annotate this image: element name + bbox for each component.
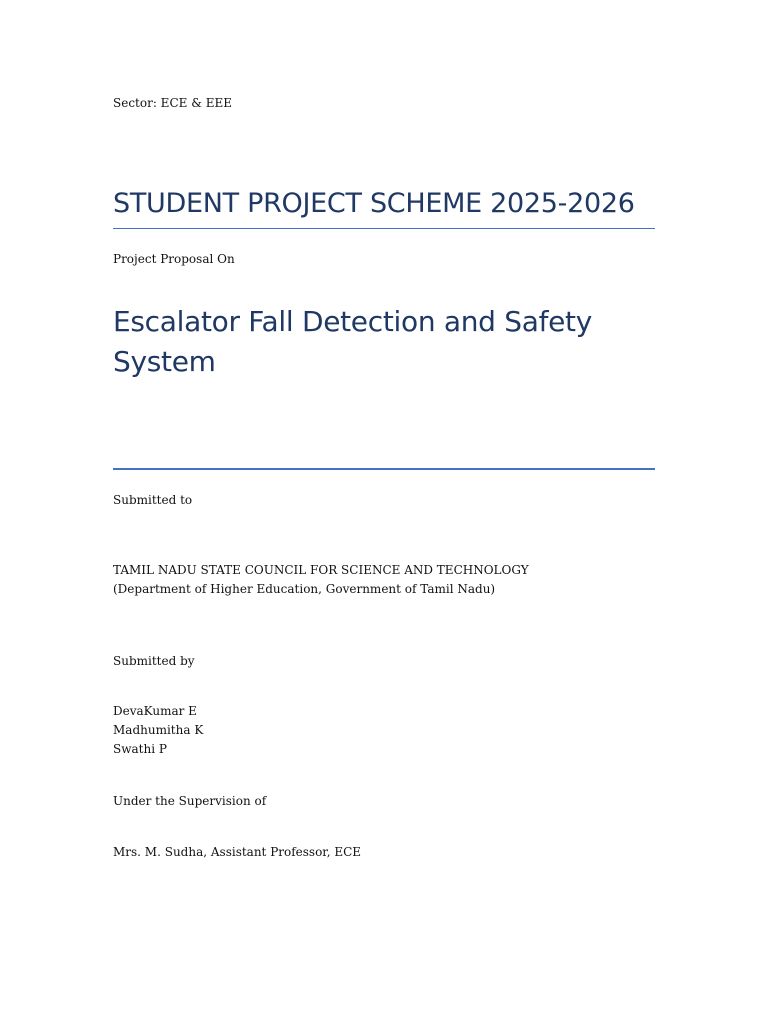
submitted-by-label: Submitted by	[113, 654, 195, 668]
council-block	[113, 561, 529, 599]
council-name: TAMIL NADU STATE COUNCIL FOR SCIENCE AND TECHNOLOGY	[113, 563, 529, 577]
supervisor-name: Mrs. M. Sudha, Assistant Professor, ECE	[113, 845, 362, 859]
title-divider	[113, 228, 655, 229]
proposal-label: Project Proposal On	[113, 252, 235, 266]
supervision-label: Under the Supervision of	[113, 794, 267, 808]
member-name: Madhumitha K	[113, 723, 204, 737]
member-name: Swathi P	[113, 742, 167, 756]
sector-label: Sector: ECE & EEE	[113, 96, 232, 110]
council-department: (Department of Higher Education, Government of Tamil Nadu)	[113, 582, 496, 596]
scheme-title: STUDENT PROJECT SCHEME 2025-2026	[113, 188, 635, 219]
submitted-to-label: Submitted to	[113, 493, 193, 507]
member-name: DevaKumar E	[113, 704, 197, 718]
project-title: Escalator Fall Detection and Safety System	[113, 305, 593, 378]
member-list	[113, 702, 203, 759]
section-divider	[113, 468, 655, 470]
